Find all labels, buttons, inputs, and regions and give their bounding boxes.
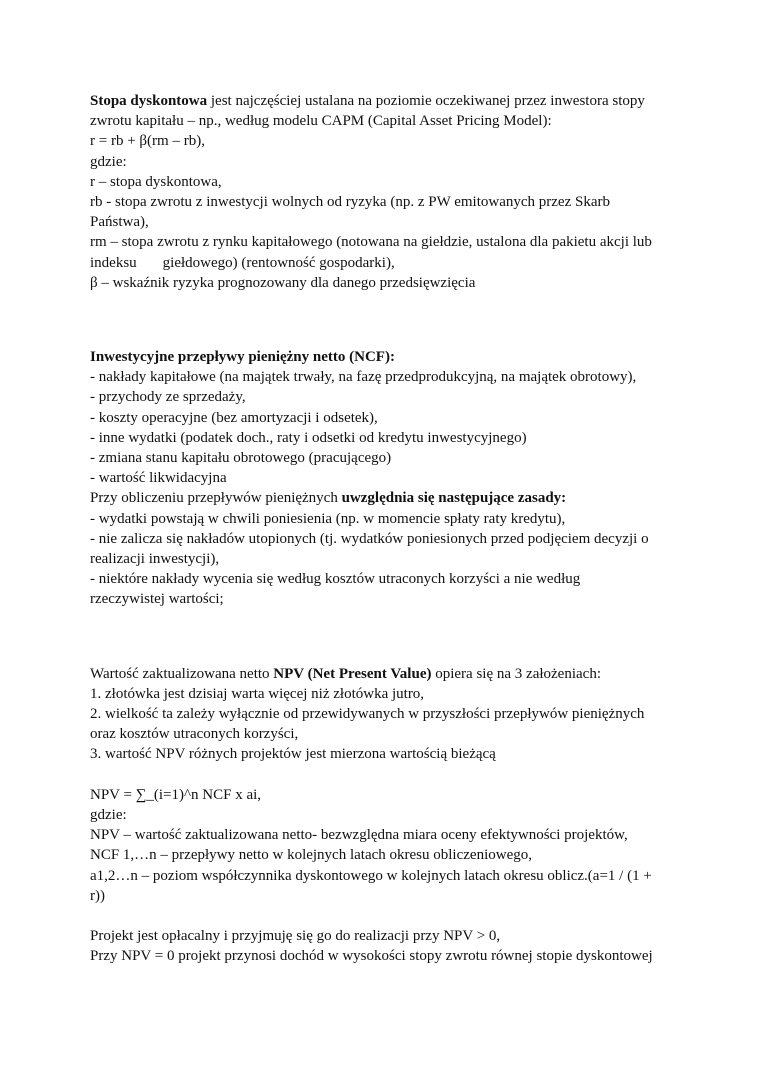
capm-formula: r = rb + β(rm – rb), [90,133,205,150]
ncf-item: - wartość likwidacyjna [90,470,227,487]
ncf-item: - przychody ze sprzedaży, [90,389,246,406]
s1-line: β – wskaźnik ryzyka prognozowany dla danego przedsięwzięcia [90,274,476,291]
npv-def: NCF 1,…n – przepływy netto w kolejnych latach okresu obliczeniowego, [90,847,532,864]
rules-heading-bold: uwzględnia się następujące zasady: [341,490,567,507]
s1-title: Stopa dyskontowa [90,93,208,109]
npv-point: 2. wielkość ta zależy wyłącznie od przewidywanych w przyszłości przepływów pieniężnych [90,706,645,723]
s1-line [90,91,680,111]
s1-line: zwrotu kapitału – np., według modelu CAPM (Capital Asset Pricing Model): [90,113,552,130]
npv-intro-text: opiera się na 3 założeniach: [431,665,601,682]
ncf-item: - zmiana stanu kapitału obrotowego (pracującego) [90,450,392,467]
s2-title [90,347,680,367]
s1-line: r – stopa dyskontowa, [90,173,222,190]
npv-gdzie: gdzie: [90,806,127,823]
npv-def: a1,2…n – poziom współczynnika dyskontowego w kolejnych latach okresu oblicz.(a=1 / (1 + [90,867,652,884]
rule-item: realizacji inwestycji), [90,551,220,568]
npv-point: oraz kosztów utraconych korzyści, [90,726,299,743]
rule-item: - wydatki powstają w chwili poniesienia (np. w momencie spłaty raty kredytu), [90,510,566,527]
ncf-item: - inne wydatki (podatek doch., raty i odsetki od kredytu inwestycyjnego) [90,429,527,446]
s1-line [90,253,680,273]
npv-conclusion: Projekt jest opłacalny i przyjmuję się go do realizacji przy NPV > 0, [90,927,501,944]
s1-text: indeksu [90,254,137,271]
rule-item: rzeczywistej wartości; [90,591,224,608]
rules-heading [90,488,680,508]
npv-point: 1. złotówka jest dzisiaj warta więcej niż złotówka jutro, [90,685,425,702]
npv-intro-text: Wartość zaktualizowana netto [90,665,274,682]
npv-conclusion: Przy NPV = 0 projekt przynosi dochód w wysokości stopy zwrotu równej stopie dyskontowej [90,948,653,965]
document-page [90,91,680,966]
s1-line: rb - stopa zwrotu z inwestycji wolnych od ryzyka (np. z PW emitowanych przez Skarb [90,194,610,211]
npv-def: NPV – wartość zaktualizowana netto- bezwzględna miara oceny efektywności projektów, [90,827,628,844]
rule-item: - nie zalicza się nakładów utopionych (tj. wydatków poniesionych przed podjęciem decyzji o [90,530,649,547]
s1-line: rm – stopa zwrotu z rynku kapitałowego (notowana na giełdzie, ustalona dla pakietu akcji lub [90,234,652,251]
s1-line: gdzie: [90,153,127,170]
rules-heading-text: Przy obliczeniu przepływów pieniężnych [90,490,342,507]
s1-line: Państwa), [90,214,149,231]
ncf-item: - koszty operacyjne (bez amortyzacji i odsetek), [90,409,378,426]
npv-formula: NPV = ∑_(i=1)^n NCF x ai, [90,786,262,803]
npv-intro [90,664,680,684]
s1-text: jest najczęściej ustalana na poziomie oczekiwanej przez inwestora stopy [207,93,645,109]
rule-item: - niektóre nakłady wycenia się według kosztów utraconych korzyści a nie według [90,571,581,588]
npv-intro-bold: NPV (Net Present Value) [273,665,432,682]
s2-title-text: Inwestycyjne przepływy pieniężny netto (NCF): [90,349,395,366]
s1-text: giełdowego) (rentowność gospodarki), [162,254,395,271]
npv-def: r)) [90,887,105,904]
npv-point: 3. wartość NPV różnych projektów jest mierzona wartością bieżącą [90,746,496,763]
ncf-item: - nakłady kapitałowe (na majątek trwały, na fazę przedprodukcyjną, na majątek obrotowy), [90,369,637,386]
